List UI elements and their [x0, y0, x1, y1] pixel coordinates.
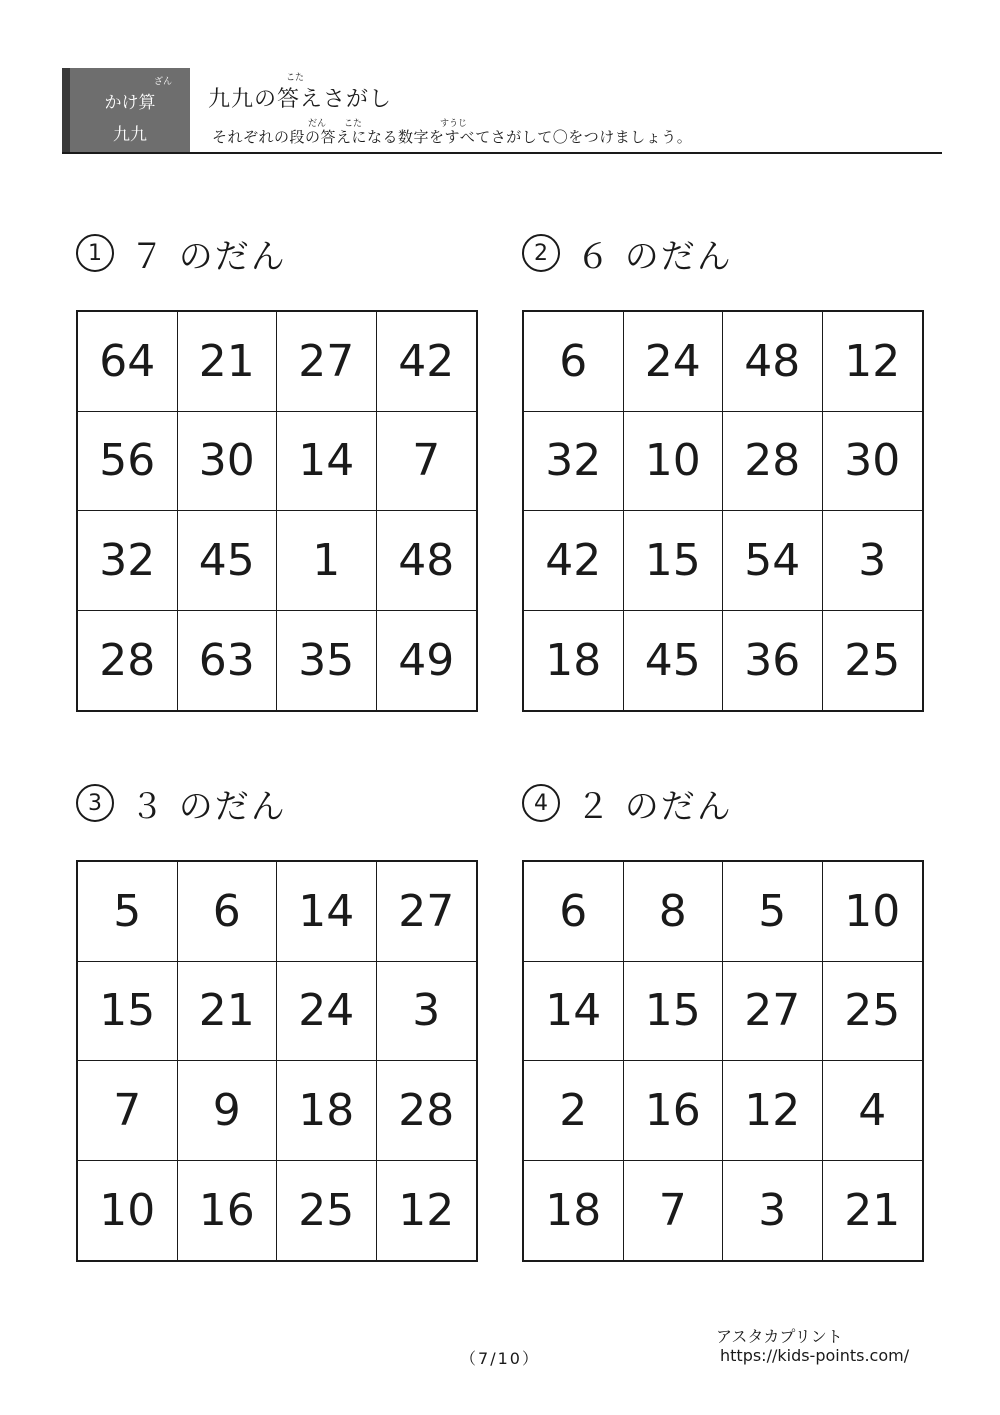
grid-cell[interactable]: 48	[723, 312, 823, 412]
section-number: 4	[522, 784, 560, 822]
grid-cell[interactable]: 21	[178, 312, 278, 412]
grid-cell[interactable]: 3	[377, 962, 477, 1062]
grid-cell[interactable]: 3	[823, 511, 923, 611]
section-heading	[522, 780, 733, 826]
grid-cell[interactable]: 30	[178, 412, 278, 512]
grid-cell[interactable]: 2	[524, 1061, 624, 1161]
grid-cell[interactable]: 25	[823, 962, 923, 1062]
section-number: 3	[76, 784, 114, 822]
grid-cell[interactable]: 24	[624, 312, 724, 412]
number-grid	[522, 860, 924, 1262]
grid-cell[interactable]: 21	[178, 962, 278, 1062]
grid-cell[interactable]: 12	[823, 312, 923, 412]
grid-cell[interactable]: 35	[277, 611, 377, 711]
worksheet-header	[62, 68, 942, 154]
grid-cell[interactable]: 5	[78, 862, 178, 962]
section-number: 1	[76, 234, 114, 272]
badge-top-label: かけ算	[104, 93, 156, 113]
number-grid	[522, 310, 924, 712]
subtitle-ruby-dan: だん	[308, 119, 327, 129]
grid-cell[interactable]: 10	[823, 862, 923, 962]
grid-cell[interactable]: 28	[723, 412, 823, 512]
grid-cell[interactable]: 28	[78, 611, 178, 711]
grid-cell[interactable]: 6	[178, 862, 278, 962]
subtitle-ruby-suuji: すうじ	[440, 119, 468, 129]
page-number: （7/10）	[460, 1349, 540, 1368]
grid-cell[interactable]: 7	[78, 1061, 178, 1161]
grid-cell[interactable]: 42	[377, 312, 477, 412]
number-grid	[76, 860, 478, 1262]
grid-cell[interactable]: 14	[524, 962, 624, 1062]
site-url[interactable]: https://kids-points.com/	[720, 1346, 910, 1365]
subtitle-ruby-kota: こた	[344, 119, 363, 129]
section-number: 2	[522, 234, 560, 272]
grid-cell[interactable]: 12	[398, 1184, 455, 1236]
section-label: ２ のだん	[576, 786, 733, 827]
grid-cell[interactable]: 25	[844, 634, 901, 686]
grid-cell[interactable]: 8	[624, 862, 724, 962]
worksheet-title: 九九の答えさがし	[208, 87, 393, 112]
grid-cell[interactable]: 18	[524, 611, 624, 711]
section-heading	[522, 230, 733, 276]
grid-cell[interactable]: 27	[377, 862, 477, 962]
grid-cell[interactable]: 64	[78, 312, 178, 412]
grid-cell[interactable]: 6	[524, 312, 624, 412]
grid-cell[interactable]: 21	[844, 1184, 901, 1236]
grid-cell[interactable]: 36	[723, 611, 823, 711]
grid-cell[interactable]: 7	[624, 1161, 724, 1261]
category-badge	[62, 68, 190, 152]
grid-cell[interactable]: 12	[723, 1061, 823, 1161]
section-label: ７ のだん	[130, 236, 287, 277]
grid-cell[interactable]: 6	[524, 862, 624, 962]
grid-cell[interactable]: 54	[723, 511, 823, 611]
badge-top-ruby: ざん	[154, 77, 173, 87]
grid-cell[interactable]: 27	[723, 962, 823, 1062]
grid-cell[interactable]: 28	[377, 1061, 477, 1161]
grid-cell[interactable]: 4	[823, 1061, 923, 1161]
grid-cell[interactable]: 45	[178, 511, 278, 611]
section-label: ３ のだん	[130, 786, 287, 827]
grid-cell[interactable]: 42	[524, 511, 624, 611]
grid-cell[interactable]: 18	[277, 1061, 377, 1161]
number-grid	[76, 310, 478, 712]
grid-cell[interactable]: 18	[524, 1161, 624, 1261]
grid-cell[interactable]: 16	[178, 1161, 278, 1261]
grid-cell[interactable]: 10	[78, 1161, 178, 1261]
worksheet-instructions: それぞれの段の答えになる数字をすべてさがして〇をつけましょう。	[212, 128, 693, 146]
grid-cell[interactable]: 45	[624, 611, 724, 711]
grid-cell[interactable]: 24	[277, 962, 377, 1062]
grid-cell[interactable]: 7	[377, 412, 477, 512]
grid-cell[interactable]: 15	[624, 511, 724, 611]
grid-cell[interactable]: 30	[823, 412, 923, 512]
grid-cell[interactable]: 32	[78, 511, 178, 611]
grid-cell[interactable]: 5	[723, 862, 823, 962]
section-label: ６ のだん	[576, 236, 733, 277]
grid-cell[interactable]: 15	[624, 962, 724, 1062]
grid-cell[interactable]: 9	[178, 1061, 278, 1161]
grid-cell[interactable]: 14	[277, 412, 377, 512]
grid-cell[interactable]: 25	[277, 1161, 377, 1261]
grid-cell[interactable]: 14	[277, 862, 377, 962]
grid-cell[interactable]: 49	[398, 634, 455, 686]
grid-cell[interactable]: 1	[277, 511, 377, 611]
header-rule	[62, 152, 942, 154]
badge-bottom-label: 九九	[113, 125, 147, 145]
grid-cell[interactable]: 16	[624, 1061, 724, 1161]
grid-cell[interactable]: 32	[524, 412, 624, 512]
grid-cell[interactable]: 15	[78, 962, 178, 1062]
grid-cell[interactable]: 48	[377, 511, 477, 611]
grid-cell[interactable]: 27	[277, 312, 377, 412]
section-heading	[76, 230, 287, 276]
grid-cell[interactable]: 10	[624, 412, 724, 512]
brand-name: アスタカプリント	[716, 1327, 843, 1346]
grid-cell[interactable]: 63	[178, 611, 278, 711]
title-ruby: こた	[286, 73, 305, 83]
grid-cell[interactable]: 56	[78, 412, 178, 512]
grid-cell[interactable]: 3	[723, 1161, 823, 1261]
section-heading	[76, 780, 287, 826]
